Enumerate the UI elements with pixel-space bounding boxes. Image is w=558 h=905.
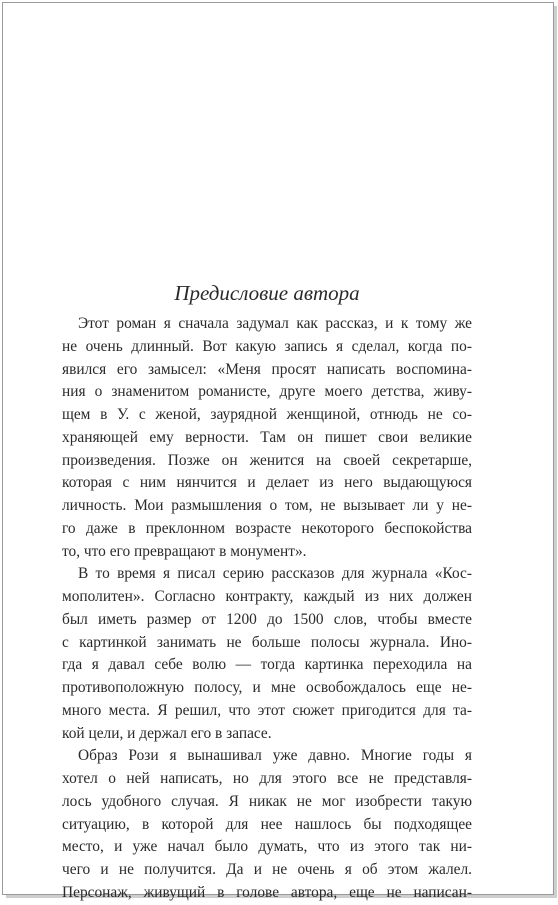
paragraph-1-line: то, что его превращают в монумент».	[62, 542, 307, 560]
paragraph-1-line: щем в У. с женой, заурядной женщиной, отнюдь не со-	[62, 406, 472, 423]
paragraph-3-line: ситуацию, в которой для нее нашлось бы подходящее	[62, 815, 472, 833]
paragraph-1-line: го даже в преклонном возрасте некоторого беспокойства	[62, 519, 472, 537]
paragraph-1-line: Этот роман я сначала задумал как рассказ, и к тому же	[78, 315, 472, 332]
paragraph-1-line: явился его замысел: «Меня просят написать воспомина-	[62, 360, 472, 378]
paragraph-3-line: Персонаж, живущий в голове автора, еще не написан-	[62, 883, 472, 901]
paragraph-3-line: Образ Рози я вынашивал уже давно. Многие годы я	[78, 747, 472, 765]
paragraph-2-line: мополитен». Согласно контракту, каждый из них должен	[62, 588, 472, 605]
paragraph-1-line: личность. Мои размышления о том, не вызывает ли у не-	[62, 497, 472, 514]
paragraph-2-line: с картинкой занимать не больше полосы журнала. Ино-	[62, 633, 472, 651]
paragraph-1-line: которая с ним нянчится и делает из него выдающуюся	[62, 474, 472, 492]
paragraph-3-line: хотел о ней написать, но для этого все не представля-	[62, 770, 472, 787]
paragraph-3-line: место, и уже начал было думать, что из этого так ни-	[62, 838, 472, 856]
paragraph-2-line: В то время я писал серию рассказов для журнала «Кос-	[78, 565, 472, 583]
paragraph-1-line: храняющей ему верности. Там он пишет свои великие	[62, 428, 472, 446]
body-text	[62, 313, 472, 905]
paragraph-1-line: не очень длинный. Вот какую запись я сделал, когда по-	[62, 337, 472, 355]
paragraph-3-line: лось удобного случая. Я никак не мог изобрести такую	[62, 792, 472, 810]
chapter-heading: Предисловие автора	[174, 281, 360, 305]
paragraph-2-line: много места. Я решил, что этот сюжет пригодится для та-	[62, 701, 472, 719]
paragraph-3-line: чего и не получится. Да и не очень я об этом жалел.	[62, 861, 472, 878]
paragraph-1-line: ния о знаменитом романисте, друге моего детства, живу-	[62, 383, 472, 401]
paragraph-2-line: был иметь размер от 1200 до 1500 слов, чтобы вместе	[62, 610, 472, 628]
paragraph-1-line: произведения. Позже он женится на своей секретарше,	[62, 451, 472, 469]
paragraph-2-line: гда я давал себе волю — тогда картинка переходила на	[62, 656, 472, 674]
page-shadow-right	[554, 6, 557, 897]
paragraph-2-line: противоположную полосу, и мне освобождалось еще не-	[62, 679, 472, 696]
paragraph-2-line: кой цели, и держал его в запасе.	[62, 724, 272, 742]
